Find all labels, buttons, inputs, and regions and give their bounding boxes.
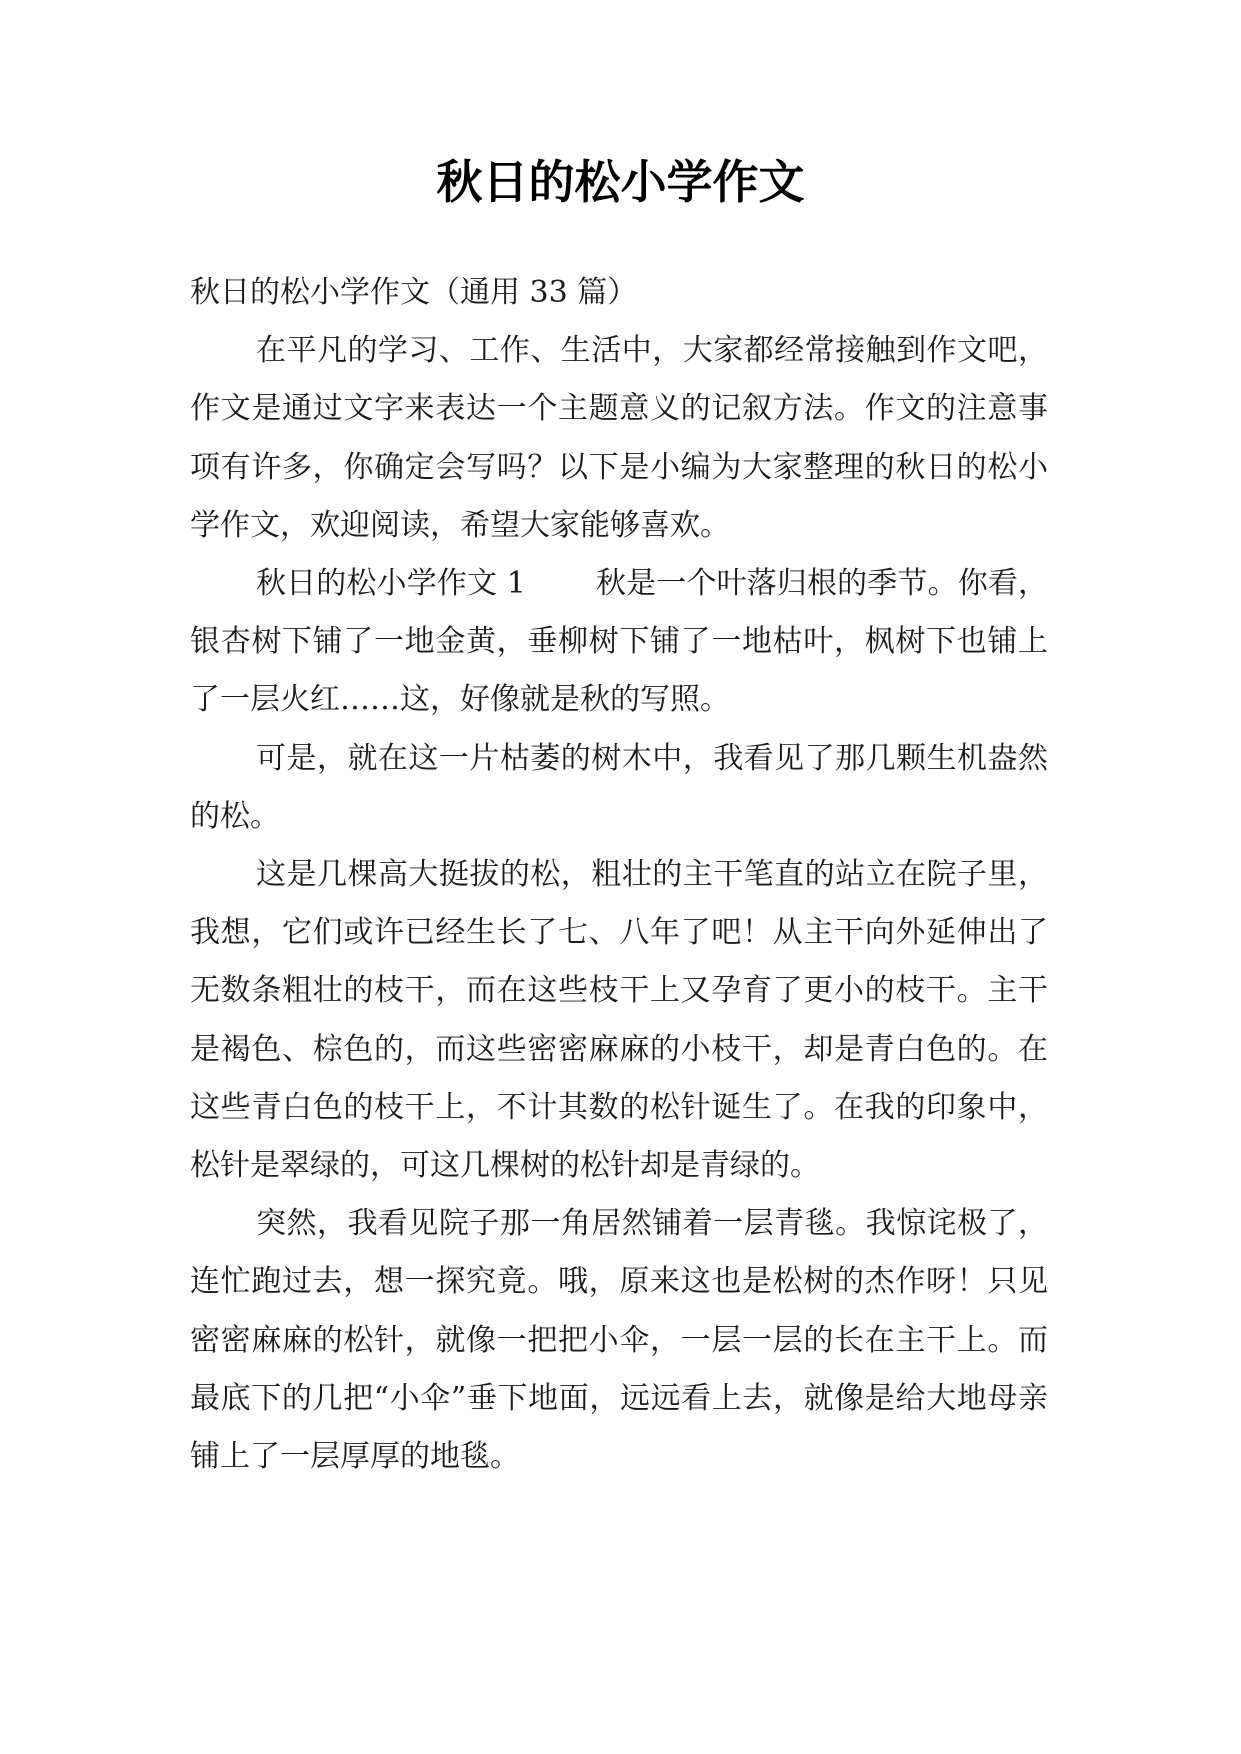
- intro-paragraph: 在平凡的学习、工作、生活中，大家都经常接触到作文吧，作文是通过文字来表达一个主题意义的记叙方法。作文的注意事项有许多，你确定会写吗？以下是小编为大家整理的秋日的松小学作文，欢迎阅读，希望大家能够喜欢。: [190, 333, 1048, 543]
- document-subtitle: 秋日的松小学作文（通用 33 篇）: [190, 275, 638, 310]
- essay-1-opening: 秋是一个叶落归根的季节。你看，银杏树下铺了一地金黄，垂柳树下铺了一地枯叶，枫树下也铺上了一层火红……这，好像就是秋的写照。: [190, 566, 1048, 718]
- document-body: [190, 264, 1048, 1486]
- body-paragraph: 这是几棵高大挺拔的松，粗壮的主干笔直的站立在院子里，我想，它们或许已经生长了七、八年了吧！从主干向外延伸出了无数条粗壮的枝干，而在这些枝干上又孕育了更小的枝干。主干是褐色、棕色的，而这些密密麻麻的小枝干，却是青白色的。在这些青白色的枝干上，不计其数的松针诞生了。在我的印象中，松针是翠绿的，可这几棵树的松针却是青绿的。: [190, 857, 1048, 1184]
- body-paragraph: 突然，我看见院子那一角居然铺着一层青毯。我惊诧极了，连忙跑过去，想一探究竟。哦，原来这也是松树的杰作呀！只见密密麻麻的松针，就像一把把小伞，一层一层的长在主干上。而最底下的几把“小伞”垂下地面，远远看上去，就像是给大地母亲铺上了一层厚厚的地毯。: [190, 1206, 1048, 1475]
- body-paragraph: 可是，就在这一片枯萎的树木中，我看见了那几颗生机盎然的松。: [190, 740, 1048, 834]
- essay-1-heading: 秋日的松小学作文 1: [256, 566, 526, 602]
- page-title: 秋日的松小学作文: [436, 155, 805, 209]
- essay-1-first-paragraph: [190, 555, 1048, 730]
